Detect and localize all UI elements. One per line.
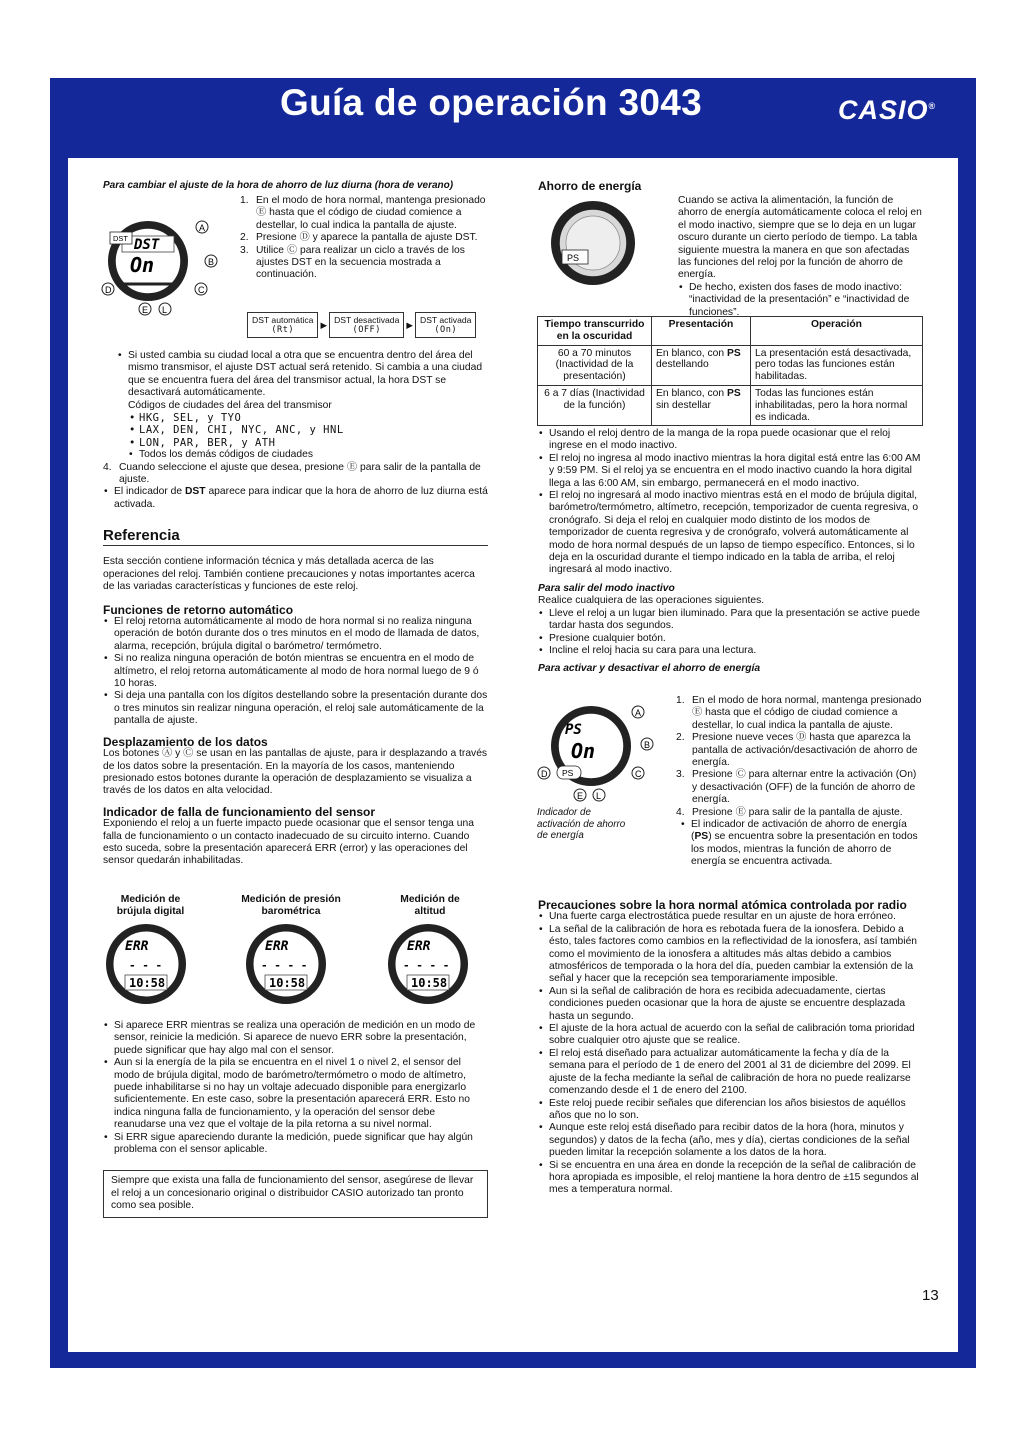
table-row <box>538 385 923 425</box>
watch2-button-a: A <box>635 708 642 718</box>
dst-seq-off: DST desactivada (OFF) <box>329 312 404 338</box>
sensor-notes <box>103 1020 488 1218</box>
watch1-button-e: E <box>142 305 149 315</box>
compass-lcd-mid: - - - <box>129 959 163 972</box>
watch2-caption: Indicador de activación de ahorro de energía <box>537 807 626 841</box>
auto-bullet-1: • El reloj retorna automáticamente al modo de hora normal si no realiza ninguna operación de botón durante dos o tres minutos en el modo de llamada de datos, alarma, recepción, brújula digital o barómetro/ termómetro. <box>103 616 488 653</box>
radio-bullet-6: • Este reloj puede recibir señales que diferencian los años bisiestos de aquéllos años que no lo son. <box>538 1098 923 1123</box>
toggle-step-2: 2. Presione nueve veces Ⓓ hasta que aparezca la pantalla de activación/desactivación de ahorro de energía. <box>676 732 918 769</box>
watch2-button-b: B <box>644 740 651 750</box>
watch2-button-d: D <box>541 769 548 779</box>
dst-steps <box>240 195 488 282</box>
toggle-title: Para activar y desactivar el ahorro de energía <box>538 663 761 675</box>
dst-step-2: 2. Presione Ⓓ y aparece la pantalla de ajuste DST. <box>240 232 478 244</box>
altitude-lcd-time: 10:58 <box>411 976 448 990</box>
scroll-text: Los botones Ⓐ y Ⓒ se usan en las pantallas de ajuste, para ir desplazando a través de los datos sobre la presentación. En la mayoría de los casos, manteniendo presionado estos botones durante la operación de desplazamiento se visualiza a través de los datos en alta velocidad. <box>103 748 488 797</box>
sensor-caption-altitude: Medición de altitud <box>400 894 460 918</box>
radio-bullet-3: • Aun si la señal de calibración de hora es recibida adecuadamente, ciertas condiciones pueden ocasionar que la hora de ajuste se encuentre desplazada hasta un segundo. <box>538 986 923 1023</box>
watch2-lcd-top: PS <box>565 722 582 738</box>
dst-section <box>103 180 488 192</box>
brand-name: CASIO <box>838 95 929 125</box>
watch1-button-a: A <box>199 223 206 233</box>
watch1-button-b: B <box>208 257 215 267</box>
altitude-lcd-mid: - - - - <box>403 959 450 972</box>
watch-compass-err <box>105 918 187 1010</box>
sensor-bullet-3: • Si ERR sigue apareciendo durante la medición, puede significar que hay algún problema con el sensor aplicable. <box>103 1132 488 1157</box>
dst-codes-title: Códigos de ciudades del área del transmisor <box>128 399 332 411</box>
watch1-button-l: L <box>162 305 168 315</box>
sensor-caption-compass: Medición de brújula digital <box>116 894 185 918</box>
watch2-button-l: L <box>596 791 602 801</box>
power-text: Cuando se activa la alimentación, la función de ahorro de energía automáticamente coloca el reloj en el modo inactivo, siempre que se lo deja en un lugar oscuro durante un cierto período de tiempo. La tabla siguiente muestra la manera en que son afectadas las funciones del reloj por la función de ahorro de energía. <box>678 195 922 281</box>
toggle-steps <box>676 695 923 869</box>
reference-title: Referencia <box>103 530 488 546</box>
table-row <box>538 345 923 385</box>
toggle-step-1: 1. En el modo de hora normal, mantenga presionado Ⓔ hasta que el código de ciudad comience a destellar, lo cual indica la pantalla de ajuste. <box>676 695 922 731</box>
watch-dst-illustration <box>100 206 220 318</box>
row2-operation: Todas las funciones están inhabilitadas, pero la hora normal es indicada. <box>751 385 923 425</box>
power-table <box>537 316 923 426</box>
sensor-bullet-1: • Si aparece ERR mientras se realiza una operación de medición en un modo de sensor, reinicie la medición. Si aparece de nuevo ERR sobre la presentación, puede significar que hay algo mal con el sensor. <box>103 1020 488 1057</box>
dst-indicator-note: • El indicador de DST aparece para indicar que la hora de ahorro de luz diurna está activada. <box>103 486 488 511</box>
compass-lcd-time: 10:58 <box>129 976 166 990</box>
dst-heading: Para cambiar el ajuste de la hora de ahorro de luz diurna (hora de verano) <box>103 180 454 191</box>
sensor-title: Indicador de falla de funcionamiento del sensor <box>103 804 376 819</box>
table-header-display: Presentación <box>652 317 751 346</box>
dst-code-4: • Todos los demás códigos de ciudades <box>128 449 488 461</box>
radio-bullet-2: • La señal de la calibración de hora es rebotada fuera de la ionosfera. Debido a ésto, tales factores como cambios en la reflectividad de la ionosfera, así también como el movimiento de la ionosfera a altitudes más altas debido a cambios atmosféricos de temporada o la hora del día, pueden cambiar la extensión de la señal y hacer que la recepción sea temporariamente imposible. <box>538 924 923 986</box>
watch1-dst-label: DST <box>113 234 128 243</box>
power-intro <box>678 195 923 319</box>
radio-section <box>538 899 923 1197</box>
barometer-lcd-time: 10:58 <box>269 976 306 990</box>
row2-display: En blanco, con PS sin destellar <box>652 385 751 425</box>
watch-ps-badge: PS <box>567 253 580 263</box>
sensor-warning-box <box>103 1170 488 1217</box>
sensor-warning-text: Siempre que exista una falla de funcionamiento del sensor, asegúrese de llevar el reloj a un concesionario original o distribuidor CASIO autorizado tan pronto como sea posible. <box>111 1175 474 1212</box>
sensor-caption-barometer: Medición de presión barométrica <box>241 894 341 918</box>
watch1-lcd-top: DST <box>134 237 160 253</box>
auto-return-title: Funciones de retorno automático <box>103 602 294 617</box>
altitude-lcd-top: ERR <box>407 939 431 954</box>
watch1-button-d: D <box>105 285 112 295</box>
row1-display: En blanco, con PS destellando <box>652 345 751 385</box>
compass-lcd-top: ERR <box>125 939 149 954</box>
watch-altitude-err <box>387 918 469 1010</box>
reference-intro: Esta sección contiene información técnica y más detallada acerca de las operaciones del reloj. También contiene precauciones y notas importantes acerca de las variadas características y funciones de este reloj. <box>103 556 475 593</box>
power-bullet-3: • El reloj no ingresará al modo inactivo mientras está en el modo de brújula digital, barómetro/termómetro, altímetro, recepción, temporizador de cuenta regresiva, o cronógrafo. Si deja el reloj en cualquier modo distinto de los modos de temporizador de cuenta regresiva y de cronógrafo, volverá automáticamente al modo de hora normal después de un lapso de tiempo específico. Entonces, si lo deja en la oscuridad durante el tiempo indicado en la tabla de arriba, el reloj ingresará al modo inactivo. <box>538 490 923 577</box>
auto-bullet-3: • Si deja una pantalla con los dígitos destellando sobre la presentación durante dos o tres minutos sin realizar ninguna operación, el reloj sale automáticamente de la pantalla de ajuste. <box>103 690 488 727</box>
power-phases-bullet: • De hecho, existen dos fases de modo inactivo: “inactividad de la presentación” e “inactividad de funciones”. <box>678 282 923 319</box>
radio-title: Precauciones sobre la hora normal atómica controlada por radio <box>538 898 907 912</box>
scroll-title: Desplazamiento de los datos <box>103 734 268 749</box>
sensor-text: Exponiendo el reloj a un fuerte impacto puede ocasionar que el sensor tenga una falla de funcionamiento o un contacto inadecuado de su circuito interno. Cuando esto suceda, sobre la presentación aparecerá ERR (error) y las operaciones del sensor quedarán inhabilitadas. <box>103 818 474 867</box>
auto-bullet-2: • Si no realiza ninguna operación de botón mientras se encuentra en el modo de altímetro, el reloj retorna automáticamente al modo de hora normal luego de 9 ó 10 horas. <box>103 653 488 690</box>
registered-mark: ® <box>928 101 937 111</box>
dst-code-1: • HKG, SEL, y TYO <box>128 412 488 424</box>
table-header-operation: Operación <box>751 317 923 346</box>
exit-intro: Realice cualquiera de las operaciones siguientes. <box>538 595 765 607</box>
dst-seq-on: DST activada (On) <box>415 312 476 338</box>
row2-time: 6 a 7 días (Inactividad de la función) <box>538 385 652 425</box>
dst-step-4: 4. Cuando seleccione el ajuste que desea, presione Ⓔ para salir de la pantalla de ajuste. <box>103 461 481 486</box>
toggle-step-4: 4. Presione Ⓔ para salir de la pantalla de ajuste. <box>676 806 903 818</box>
radio-bullet-4: • El ajuste de la hora actual de acuerdo con la señal de calibración toma prioridad sobre cualquier otro ajuste que se realice. <box>538 1023 923 1048</box>
dst-bullet: • Si usted cambia su ciudad local a otra que se encuentra dentro del área del mismo transmisor, el ajuste DST actual será retenido. Si cambia a una ciudad que se encuentra fuera del área del transmisor actual, la hora DST se desactivará automáticamente. <box>117 350 488 400</box>
power-bullet-1: • Usando el reloj dentro de la manga de la ropa puede ocasionar que el reloj ingrese en el modo inactivo. <box>538 428 923 453</box>
exit-bullet-2: • Presione cualquier botón. <box>538 633 923 645</box>
dst-step-3: 3. Utilice Ⓒ para realizar un ciclo a través de los ajustes DST en la secuencia mostrada a continuación. <box>240 244 465 281</box>
power-bullet-2: • El reloj no ingresa al modo inactivo mientras la hora digital está entre las 6:00 AM y 9:59 PM. Si el reloj ya se encuentra en el modo inactivo cuando la hora digital llega a las 6:00 AM, sin embargo, permanecerá en el modo inactivo. <box>538 453 923 490</box>
radio-bullet-7: • Aunque este reloj está diseñado para recibir datos de la hora (hora, minutos y segundos) y datos de la fecha (año, mes y día), ciertas condiciones de la señal pueden limitar la recepción solamente a los datos de la hora. <box>538 1122 923 1159</box>
watch2-button-c: C <box>635 769 642 779</box>
dst-sequence: DST automática (Rt) ▶ DST desactivada (OFF) ▶ DST activada (On) <box>247 312 476 338</box>
casio-logo <box>838 95 936 126</box>
radio-bullet-1: • Una fuerte carga electrostática puede resultar en un ajuste de hora erróneo. <box>538 911 923 923</box>
watch-ps-illustration <box>545 198 641 288</box>
barometer-lcd-top: ERR <box>265 939 289 954</box>
reference-section <box>103 527 488 868</box>
row1-operation: La presentación está desactivada, pero todas las funciones están habilitadas. <box>751 345 923 385</box>
dst-notes <box>103 350 488 511</box>
exit-bullet-1: • Lleve el reloj a un lugar bien iluminado. Para que la presentación se active puede tardar hasta dos segundos. <box>538 608 923 633</box>
watch1-lcd-mid: On <box>130 253 155 277</box>
exit-bullet-3: • Incline el reloj hacia su cara para una lectura. <box>538 645 923 657</box>
toggle-step-3: 3. Presione Ⓒ para alternar entre la activación (On) y desactivación (OFF) de la función de ahorro de energía. <box>676 769 917 806</box>
watch-barometer-err <box>245 918 327 1010</box>
page-title: Guía de operación 3043 <box>280 82 702 123</box>
watch2-lcd-mid: On <box>571 739 596 763</box>
power-notes <box>538 428 923 676</box>
watch1-button-c: C <box>198 285 205 295</box>
table-header-time: Tiempo transcurrido en la oscuridad <box>538 317 652 346</box>
radio-bullet-5: • El reloj está diseñado para actualizar automáticamente la fecha y día de la semana para el período de 1 de enero del 2001 al 31 de diciembre del 2099. El ajuste de la fecha mediante la señal de calibración de hora no puede realizarse comenzando desde el 1 de enero del 2100. <box>538 1048 923 1098</box>
watch2-ps-badge: PS <box>562 768 574 778</box>
dst-code-3: • LON, PAR, BER, y ATH <box>128 437 488 449</box>
radio-bullet-8: • Si se encuentra en una área en donde la recepción de la señal de calibración de hora apropiada es imposible, el reloj mantiene la hora dentro de ±15 segundos al mes a temperatura normal. <box>538 1160 923 1197</box>
dst-seq-auto: DST automática (Rt) <box>247 312 318 338</box>
dst-step-1: 1. En el modo de hora normal, mantenga presionado Ⓔ hasta que el código de ciudad comience a destellar, lo cual indica la pantalla de ajuste. <box>240 195 486 231</box>
watch-ps-toggle-illustration <box>535 698 655 804</box>
row1-time: 60 a 70 minutos (Inactividad de la presentación) <box>538 345 652 385</box>
watch2-button-e: E <box>577 791 584 801</box>
barometer-lcd-mid: - - - - <box>261 959 308 972</box>
page-number: 13 <box>922 1287 939 1304</box>
power-saving-section <box>538 180 923 192</box>
exit-title: Para salir del modo inactivo <box>538 582 675 594</box>
toggle-indicator-note: • El indicador de activación de ahorro de energía (PS) se encuentra sobre la presentación en todos los modos, mientras la función de ahorro de energía se encuentra activada. <box>680 819 923 869</box>
dst-code-2: • LAX, DEN, CHI, NYC, ANC, y HNL <box>128 424 488 436</box>
power-title: Ahorro de energía <box>538 179 642 193</box>
sensor-bullet-2: • Aun si la energía de la pila se encuentra en el nivel 1 o nivel 2, el sensor del modo de brújula digital, modo de barómetro/termómetro o modo de altímetro, puede inhabilitarse si no hay un voltaje adecuado disponible para energizarlo suficientemente. En este caso, sobre la presentación aparecerá ERR. Esto no indica ninguna falla de funcionamiento, y la operación del sensor debe reanudarse una vez que el voltaje de la pila retorna a su nivel normal. <box>103 1057 488 1131</box>
